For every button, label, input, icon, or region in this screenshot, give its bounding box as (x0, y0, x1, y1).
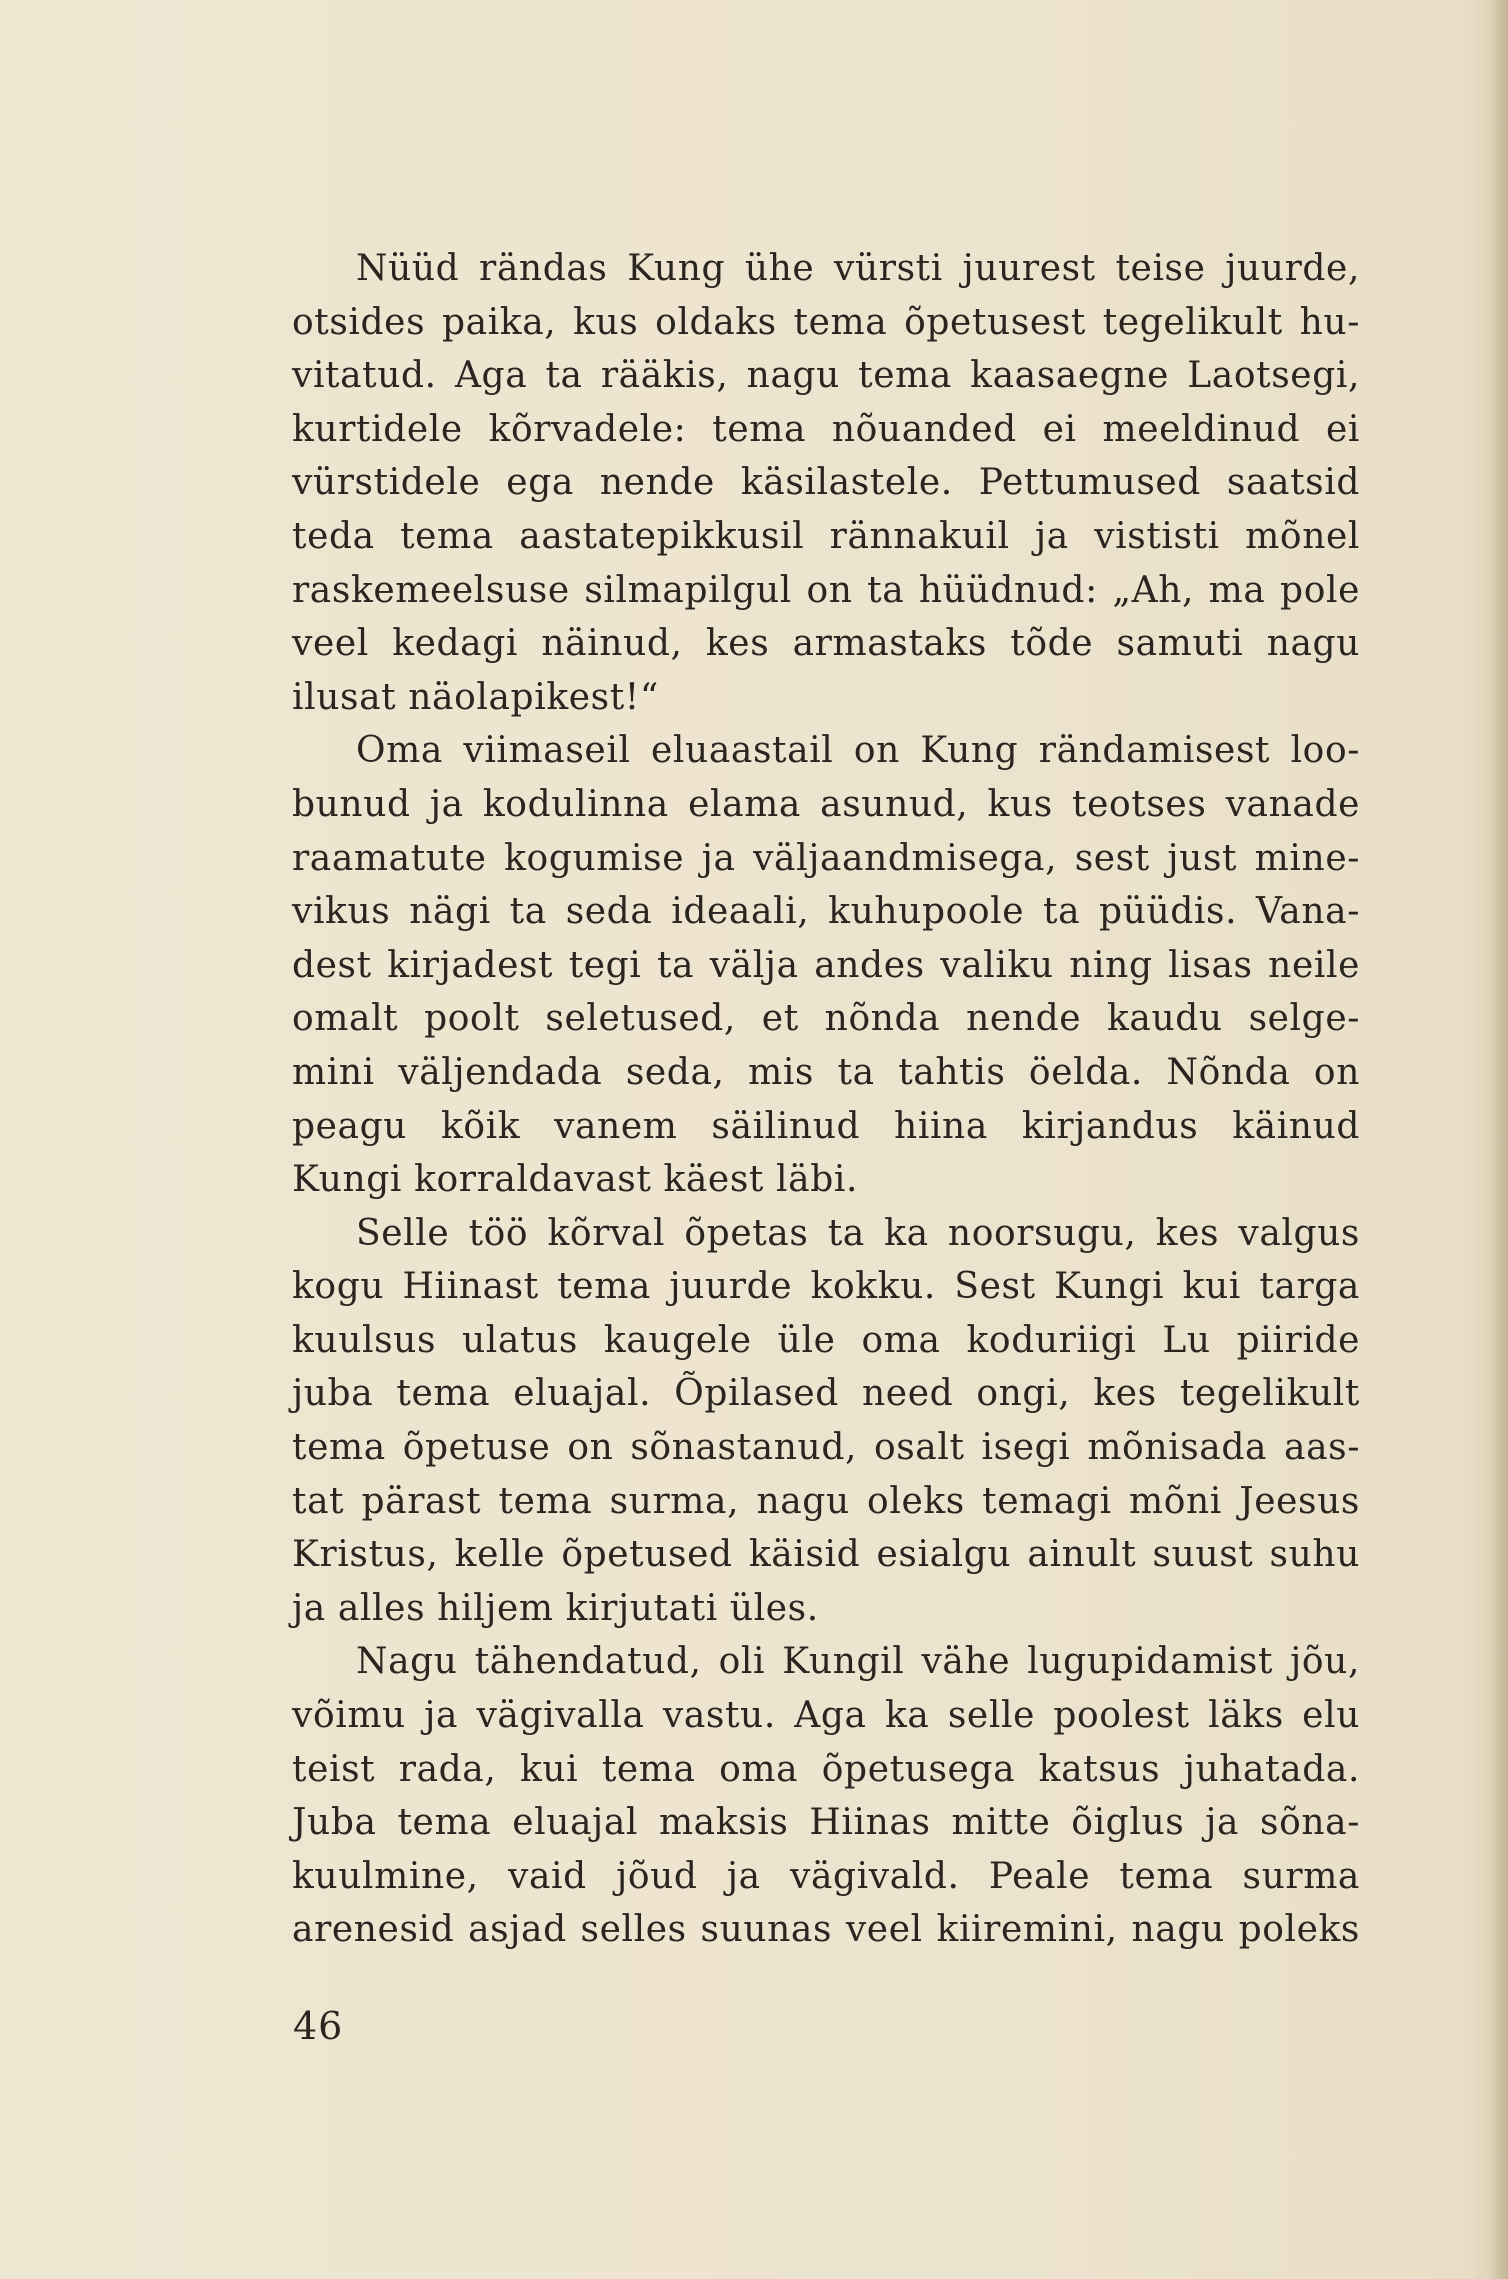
text-line: Oma viimaseil eluaastail on Kung rändamisest loo- (356, 730, 1360, 772)
text-line: mini väljendada seda, mis ta tahtis öelda. Nõnda on (292, 1051, 1360, 1093)
page-number: 46 (293, 2004, 344, 2048)
text-line: ilusat näolapikest!“ (292, 676, 659, 718)
text-line: Selle töö kõrval õpetas ta ka noorsugu, kes valgus (356, 1212, 1360, 1254)
text-line: kogu Hiinast tema juurde kokku. Sest Kungi kui targa (292, 1266, 1360, 1308)
text-line: ja alles hiljem kirjutati üles. (292, 1587, 819, 1629)
text-line: teist rada, kui tema oma õpetusega katsus juhatada. (292, 1748, 1360, 1790)
text-line: vikus nägi ta seda ideaali, kuhupoole ta püüdis. Vana- (292, 891, 1360, 933)
text-line: tema õpetuse on sõnastanud, osalt isegi mõnisada aas- (292, 1427, 1360, 1469)
text-line: Kristus, kelle õpetused käisid esialgu ainult suust suhu (292, 1534, 1360, 1576)
text-line: dest kirjadest tegi ta välja andes valiku ning lisas neile (292, 944, 1360, 986)
text-line: otsides paika, kus oldaks tema õpetusest tegelikult hu- (292, 301, 1360, 343)
text-line: raamatute kogumise ja väljaandmisega, sest just mine- (292, 837, 1360, 879)
page-edge-shadow (1490, 0, 1508, 2279)
text-line: arenesid asjad selles suunas veel kiiremini, nagu poleks (292, 1909, 1360, 1951)
text-line: Nüüd rändas Kung ühe vürsti juurest teise juurde, (356, 248, 1360, 289)
text-line: raskemeelsuse silmapilgul on ta hüüdnud: „Ah, ma pole (292, 569, 1360, 611)
text-line: võimu ja vägivalla vastu. Aga ka selle poolest läks elu (292, 1695, 1360, 1737)
text-line: Juba tema eluajal maksis Hiinas mitte õiglus ja sõna- (292, 1802, 1360, 1844)
text-line: kuulsus ulatus kaugele üle oma koduriigi Lu piiride (292, 1319, 1360, 1361)
text-line: kuulmine, vaid jõud ja vägivald. Peale tema surma (292, 1855, 1360, 1897)
text-line: Nagu tähendatud, oli Kungil vähe lugupidamist jõu, (356, 1641, 1360, 1683)
text-line: peagu kõik vanem säilinud hiina kirjandus käinud (292, 1105, 1360, 1147)
text-line: vürstidele ega nende käsilastele. Pettumused saatsid (292, 462, 1360, 504)
text-line: bunud ja kodulinna elama asunud, kus teotses vanade (292, 783, 1360, 825)
text-line: veel kedagi näinud, kes armastaks tõde samuti nagu (292, 623, 1360, 665)
text-line: omalt poolt seletused, et nõnda nende kaudu selge- (292, 998, 1360, 1040)
text-line: tat pärast tema surma, nagu oleks temagi mõni Jeesus (292, 1480, 1360, 1522)
text-line: teda tema aastatepikkusil rännakuil ja vististi mõnel (292, 515, 1360, 557)
text-line: kurtidele kõrvadele: tema nõuanded ei meeldinud ei (292, 408, 1360, 450)
text-line: vitatud. Aga ta rääkis, nagu tema kaasaegne Laotsegi, (292, 355, 1360, 397)
text-line: juba tema eluajal. Õpilased need ongi, kes tegelikult (292, 1373, 1360, 1415)
body-text (292, 242, 1360, 1957)
text-line: Kungi korraldavast käest läbi. (292, 1159, 858, 1201)
